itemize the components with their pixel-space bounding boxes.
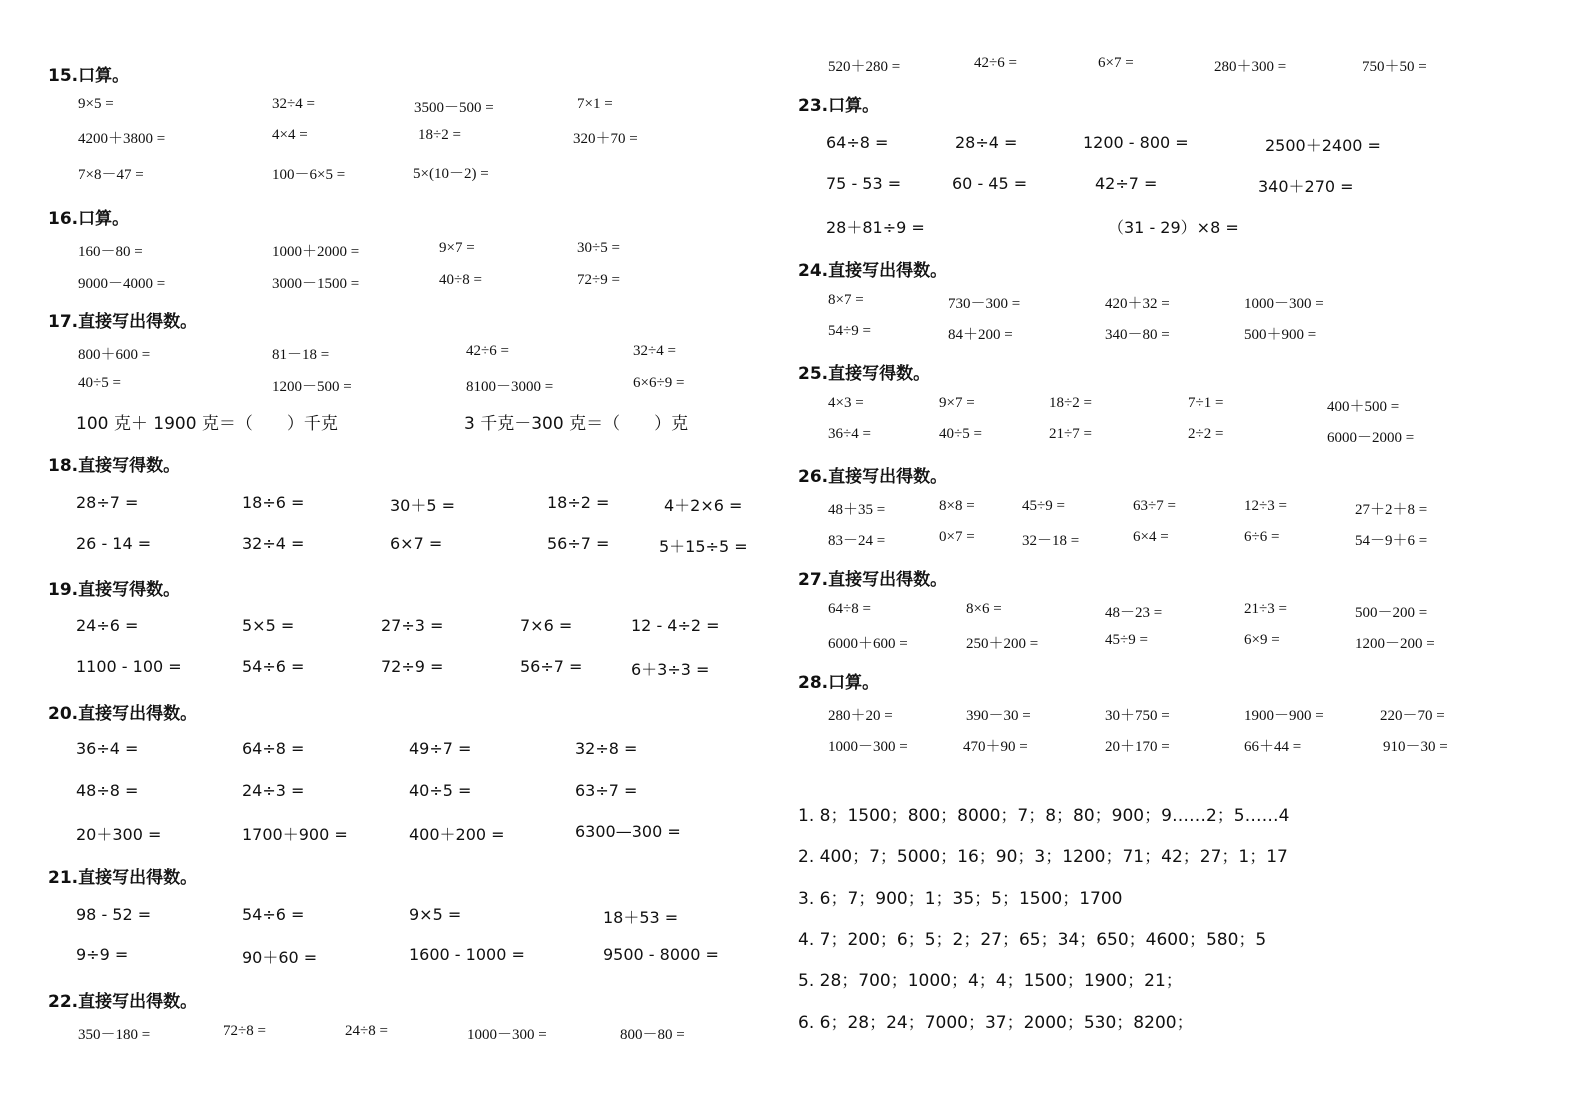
expr: 84＋200 = bbox=[948, 327, 1013, 343]
expr: 1000－300 = bbox=[467, 1027, 547, 1043]
expr: 280＋300 = bbox=[1214, 59, 1287, 75]
expr: 4×4 = bbox=[272, 127, 308, 143]
expr: 81－18 = bbox=[272, 347, 330, 363]
expr: 5＋15÷5 = bbox=[659, 537, 748, 556]
expr: 520＋280 = bbox=[828, 59, 901, 75]
expr: 6300—300 = bbox=[575, 822, 681, 841]
expr: 42÷6 = bbox=[974, 55, 1017, 71]
answer-line: 2. 400；7；5000；16；90；3；1200；71；42；27；1；17 bbox=[798, 847, 1288, 867]
expr: 470＋90 = bbox=[963, 739, 1028, 755]
expr: 350－180 = bbox=[78, 1027, 151, 1043]
expr: 1000＋2000 = bbox=[272, 244, 360, 260]
expr: 1700＋900 = bbox=[242, 825, 348, 844]
expr: 7÷1 = bbox=[1188, 395, 1224, 411]
expr: 27＋2＋8 = bbox=[1355, 502, 1428, 518]
question-18-heading: 18.直接写得数。 bbox=[48, 456, 181, 476]
answer-line: 3. 6；7；900；1；35；5；1500；1700 bbox=[798, 889, 1123, 909]
expr: 56÷7 = bbox=[520, 657, 583, 676]
expr: 54÷6 = bbox=[242, 657, 305, 676]
expr: 750＋50 = bbox=[1362, 59, 1427, 75]
expr: 9000－4000 = bbox=[78, 276, 166, 292]
expr: 2÷2 = bbox=[1188, 426, 1224, 442]
expr: 1200－500 = bbox=[272, 379, 352, 395]
expr: 32－18 = bbox=[1022, 533, 1080, 549]
answer-line: 5. 28；700；1000；4；4；1500；1900；21； bbox=[798, 971, 1183, 991]
expr: 1200 - 800 = bbox=[1083, 133, 1189, 152]
expr: 6000＋600 = bbox=[828, 636, 908, 652]
expr: 56÷7 = bbox=[547, 534, 610, 553]
question-26-heading: 26.直接写出得数。 bbox=[798, 467, 948, 487]
expr: 340＋270 = bbox=[1258, 177, 1354, 196]
expr: 8100－3000 = bbox=[466, 379, 554, 395]
expr: 24÷6 = bbox=[76, 616, 139, 635]
expr: 3500－500 = bbox=[414, 100, 494, 116]
expr: 48＋35 = bbox=[828, 502, 886, 518]
expr: 40÷5 = bbox=[409, 781, 472, 800]
answer-line: 6. 6；28；24；7000；37；2000；530；8200； bbox=[798, 1013, 1194, 1033]
question-28-heading: 28.口算。 bbox=[798, 673, 880, 693]
expr: 390－30 = bbox=[966, 708, 1031, 724]
expr: 45÷9 = bbox=[1105, 632, 1148, 648]
expr: 9500 - 8000 = bbox=[603, 945, 719, 964]
expr: 1000－300 = bbox=[1244, 296, 1324, 312]
expr: 98 - 52 = bbox=[76, 905, 152, 924]
expr: 36÷4 = bbox=[828, 426, 871, 442]
answer-line: 4. 7；200；6；5；2；27；65；34；650；4600；580；5 bbox=[798, 930, 1267, 950]
expr: 1900－900 = bbox=[1244, 708, 1324, 724]
expr: 160－80 = bbox=[78, 244, 143, 260]
question-23-heading: 23.口算。 bbox=[798, 96, 880, 116]
expr: 8×6 = bbox=[966, 601, 1002, 617]
expr: 1000－300 = bbox=[828, 739, 908, 755]
expr: 64÷8 = bbox=[242, 739, 305, 758]
expr: 63÷7 = bbox=[1133, 498, 1176, 514]
expr: 1100 - 100 = bbox=[76, 657, 182, 676]
expr: 40÷5 = bbox=[939, 426, 982, 442]
expr: 66＋44 = bbox=[1244, 739, 1302, 755]
expr: 400＋200 = bbox=[409, 825, 505, 844]
expr: 20＋300 = bbox=[76, 825, 162, 844]
expr: 6×7 = bbox=[1098, 55, 1134, 71]
expr: 730－300 = bbox=[948, 296, 1021, 312]
expr: 9×7 = bbox=[439, 240, 475, 256]
unit-conversion: 3 千克－300 克＝（ ）克 bbox=[464, 414, 689, 434]
expr: 54÷6 = bbox=[242, 905, 305, 924]
expr: 12÷3 = bbox=[1244, 498, 1287, 514]
expr: 6×6÷9 = bbox=[633, 375, 685, 391]
expr: 54－9＋6 = bbox=[1355, 533, 1428, 549]
expr: 40÷5 = bbox=[78, 375, 121, 391]
expr: 500＋900 = bbox=[1244, 327, 1317, 343]
expr: 49÷7 = bbox=[409, 739, 472, 758]
expr: 28÷4 = bbox=[955, 133, 1018, 152]
unit-conversion: 100 克＋ 1900 克＝（ ）千克 bbox=[76, 414, 338, 434]
expr: 1200－200 = bbox=[1355, 636, 1435, 652]
question-25-heading: 25.直接写得数。 bbox=[798, 364, 931, 384]
expr: 12 - 4÷2 = bbox=[631, 616, 720, 635]
expr: 72÷9 = bbox=[577, 272, 620, 288]
expr: 40÷8 = bbox=[439, 272, 482, 288]
expr: 24÷3 = bbox=[242, 781, 305, 800]
expr: 48÷8 = bbox=[76, 781, 139, 800]
expr: 83－24 = bbox=[828, 533, 886, 549]
question-16-heading: 16.口算。 bbox=[48, 209, 130, 229]
expr: 3000－1500 = bbox=[272, 276, 360, 292]
expr: 32÷4 = bbox=[633, 343, 676, 359]
expr: 0×7 = bbox=[939, 529, 975, 545]
expr: 28÷7 = bbox=[76, 493, 139, 512]
expr: 30÷5 = bbox=[577, 240, 620, 256]
expr: 18÷2 = bbox=[418, 127, 461, 143]
expr: 54÷9 = bbox=[828, 323, 871, 339]
expr: 500－200 = bbox=[1355, 605, 1428, 621]
expr: 9×5 = bbox=[78, 96, 114, 112]
expr: 6×7 = bbox=[390, 534, 443, 553]
expr: 90＋60 = bbox=[242, 948, 318, 967]
expr: 64÷8 = bbox=[826, 133, 889, 152]
expr: 75 - 53 = bbox=[826, 174, 902, 193]
question-24-heading: 24.直接写出得数。 bbox=[798, 261, 948, 281]
expr: 18÷6 = bbox=[242, 493, 305, 512]
expr: 5×5 = bbox=[242, 616, 295, 635]
expr: 2500＋2400 = bbox=[1265, 136, 1381, 155]
expr: 6÷6 = bbox=[1244, 529, 1280, 545]
expr: 800－80 = bbox=[620, 1027, 685, 1043]
expr: 8×7 = bbox=[828, 292, 864, 308]
expr: 6×9 = bbox=[1244, 632, 1280, 648]
expr: 340－80 = bbox=[1105, 327, 1170, 343]
expr: 21÷3 = bbox=[1244, 601, 1287, 617]
expr: 7×8－47 = bbox=[78, 167, 144, 183]
expr: 20＋170 = bbox=[1105, 739, 1170, 755]
expr: 7×6 = bbox=[520, 616, 573, 635]
expr: 27÷3 = bbox=[381, 616, 444, 635]
expr: 420＋32 = bbox=[1105, 296, 1170, 312]
expr: 32÷4 = bbox=[242, 534, 305, 553]
expr: 280＋20 = bbox=[828, 708, 893, 724]
expr: 1600 - 1000 = bbox=[409, 945, 525, 964]
expr: 24÷8 = bbox=[345, 1023, 388, 1039]
expr: 4＋2×6 = bbox=[664, 496, 743, 515]
expr: 8×8 = bbox=[939, 498, 975, 514]
expr: 18＋53 = bbox=[603, 908, 679, 927]
expr: 63÷7 = bbox=[575, 781, 638, 800]
question-20-heading: 20.直接写出得数。 bbox=[48, 704, 198, 724]
question-19-heading: 19.直接写得数。 bbox=[48, 580, 181, 600]
expr: 9×5 = bbox=[409, 905, 462, 924]
expr: 220－70 = bbox=[1380, 708, 1445, 724]
expr: 7×1 = bbox=[577, 96, 613, 112]
expr: 72÷8 = bbox=[223, 1023, 266, 1039]
expr: 26 - 14 = bbox=[76, 534, 152, 553]
expr: 9÷9 = bbox=[76, 945, 129, 964]
expr: （31 - 29）×8 = bbox=[1108, 218, 1239, 237]
expr: 4×3 = bbox=[828, 395, 864, 411]
expr: 30＋5 = bbox=[390, 496, 456, 515]
expr: 400＋500 = bbox=[1327, 399, 1400, 415]
expr: 36÷4 = bbox=[76, 739, 139, 758]
expr: 250＋200 = bbox=[966, 636, 1039, 652]
expr: 9×7 = bbox=[939, 395, 975, 411]
expr: 64÷8 = bbox=[828, 601, 871, 617]
expr: 6×4 = bbox=[1133, 529, 1169, 545]
expr: 42÷7 = bbox=[1095, 174, 1158, 193]
question-21-heading: 21.直接写出得数。 bbox=[48, 868, 198, 888]
question-17-heading: 17.直接写出得数。 bbox=[48, 312, 198, 332]
expr: 5×(10－2) = bbox=[413, 166, 489, 182]
expr: 18÷2 = bbox=[547, 493, 610, 512]
expr: 32÷4 = bbox=[272, 96, 315, 112]
answer-line: 1. 8；1500；800；8000；7；8；80；900；9……2；5……4 bbox=[798, 806, 1290, 826]
question-15-heading: 15.口算。 bbox=[48, 66, 130, 86]
expr: 4200＋3800 = bbox=[78, 131, 166, 147]
expr: 45÷9 = bbox=[1022, 498, 1065, 514]
expr: 48－23 = bbox=[1105, 605, 1163, 621]
question-27-heading: 27.直接写出得数。 bbox=[798, 570, 948, 590]
expr: 21÷7 = bbox=[1049, 426, 1092, 442]
expr: 28＋81÷9 = bbox=[826, 218, 925, 237]
expr: 32÷8 = bbox=[575, 739, 638, 758]
expr: 100－6×5 = bbox=[272, 167, 346, 183]
expr: 800＋600 = bbox=[78, 347, 151, 363]
expr: 18÷2 = bbox=[1049, 395, 1092, 411]
expr: 60 - 45 = bbox=[952, 174, 1028, 193]
expr: 910－30 = bbox=[1383, 739, 1448, 755]
expr: 6＋3÷3 = bbox=[631, 660, 710, 679]
expr: 320＋70 = bbox=[573, 131, 638, 147]
expr: 6000－2000 = bbox=[1327, 430, 1415, 446]
expr: 72÷9 = bbox=[381, 657, 444, 676]
question-22-heading: 22.直接写出得数。 bbox=[48, 992, 198, 1012]
expr: 30＋750 = bbox=[1105, 708, 1170, 724]
expr: 42÷6 = bbox=[466, 343, 509, 359]
